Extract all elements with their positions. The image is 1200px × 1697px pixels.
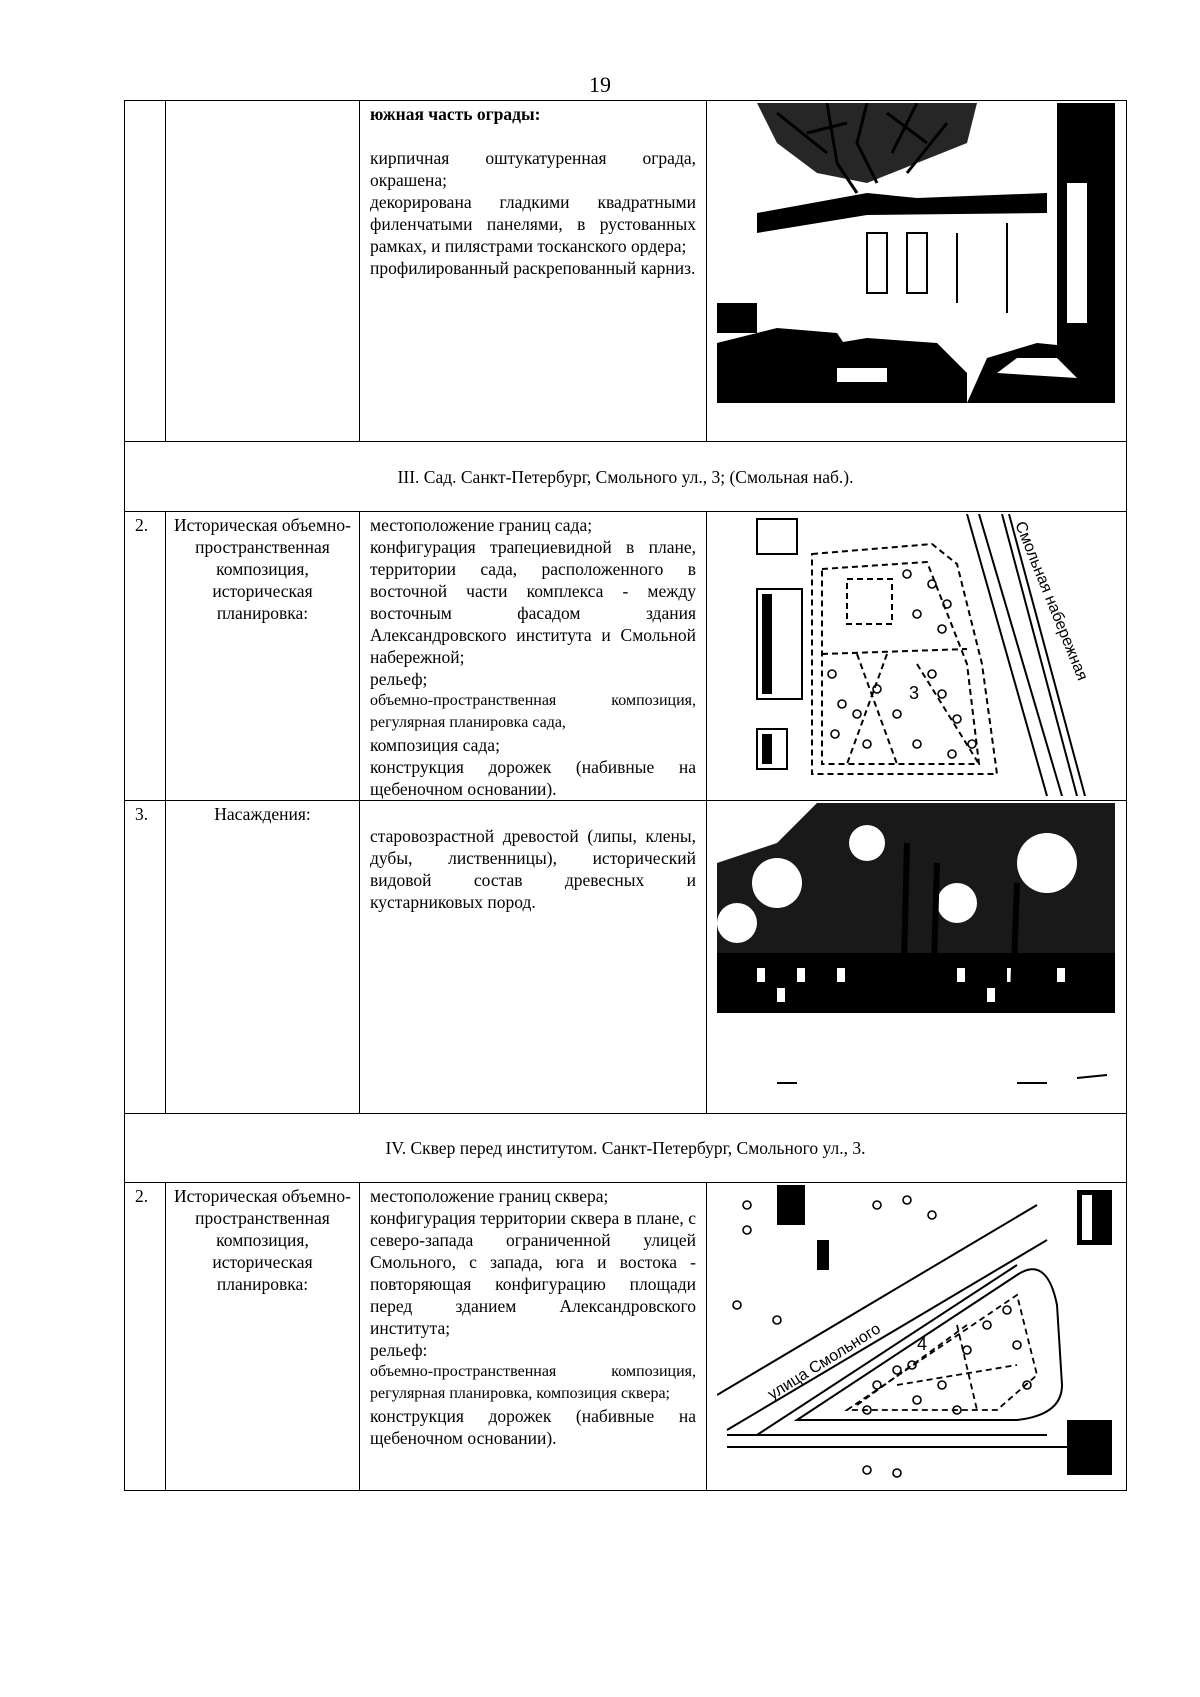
section-title: IV. Сквер перед институтом. Санкт-Петербург, Смольного ул., 3. xyxy=(125,1114,1127,1183)
desc-line: декорирована гладкими квадратными филенчатыми панелями, в рустованных рамках, и пилястрами тосканского ордера; xyxy=(370,192,696,256)
map-label-street: улица Смольного xyxy=(765,1320,884,1404)
description-cell xyxy=(360,1183,707,1491)
desc-line: композиция сада; xyxy=(370,735,500,755)
map-label-embankment: Смольная набережная xyxy=(1011,519,1091,684)
section-row xyxy=(125,1114,1127,1183)
description-cell xyxy=(360,801,707,1114)
desc-line: старовозрастной древостой (липы, клены, дубы, лиственницы), исторический видовой состав древесных и кустарниковых пород. xyxy=(370,826,696,912)
desc-line: конфигурация территории сквера в плане, с северо-запада ограниченной улицей Смольного, с запада, юга и востока - повторяющая конфигурацию площади перед зданием Александровского института; xyxy=(370,1208,696,1338)
row-label: Историческая объемно-пространственная композиция, историческая планировка: xyxy=(166,1183,360,1491)
map-cell xyxy=(707,1183,1127,1491)
description-cell xyxy=(360,512,707,801)
table-row xyxy=(125,1183,1127,1491)
monument-table xyxy=(124,100,1127,1491)
desc-line: рельеф; xyxy=(370,669,428,689)
square-map xyxy=(717,1185,1115,1483)
garden-map xyxy=(717,514,1115,796)
row-label: Насаждения: xyxy=(166,801,360,1114)
desc-line: объемно-пространственная композиция, регулярная планировка, композиция сквера; xyxy=(370,1363,696,1402)
fence-heading: южная часть ограды: xyxy=(370,104,541,124)
map-cell xyxy=(707,512,1127,801)
desc-line: рельеф: xyxy=(370,1340,428,1360)
desc-line: объемно-пространственная композиция, регулярная планировка сада, xyxy=(370,692,696,731)
desc-line: кирпичная оштукатуренная ограда, окрашена; xyxy=(370,148,696,190)
section-title: III. Сад. Санкт-Петербург, Смольного ул., 3; (Смольная наб.). xyxy=(125,442,1127,512)
map-area-number: 4 xyxy=(917,1334,928,1354)
desc-line: местоположение границ сквера; xyxy=(370,1186,609,1206)
fence-photo xyxy=(717,103,1115,403)
description-cell xyxy=(360,101,707,442)
row-label: Историческая объемно-пространственная композиция, историческая планировка: xyxy=(166,512,360,801)
desc-line: конструкция дорожек (набивные на щебеночном основании). xyxy=(370,1406,696,1448)
photo-cell xyxy=(707,801,1127,1114)
num-cell xyxy=(125,101,166,442)
desc-line: профилированный раскрепованный карниз. xyxy=(370,258,696,278)
trees-photo xyxy=(717,803,1115,1093)
map-area-number: 3 xyxy=(909,683,920,703)
desc-line: местоположение границ сада; xyxy=(370,515,593,535)
label-cell xyxy=(166,101,360,442)
desc-line: конструкция дорожек (набивные на щебеночном основании). xyxy=(370,757,696,799)
section-row xyxy=(125,442,1127,512)
table-row xyxy=(125,101,1127,442)
table-row xyxy=(125,801,1127,1114)
photo-cell xyxy=(707,101,1127,442)
row-number: 2. xyxy=(125,512,166,801)
table-row xyxy=(125,512,1127,801)
row-number: 2. xyxy=(125,1183,166,1491)
page-number: 19 xyxy=(589,72,611,97)
row-number: 3. xyxy=(125,801,166,1114)
desc-line: конфигурация трапециевидной в плане, территории сада, расположенного в восточной части комплекса - между восточным фасадом здания Александровского института и Смольной набережной; xyxy=(370,537,696,667)
